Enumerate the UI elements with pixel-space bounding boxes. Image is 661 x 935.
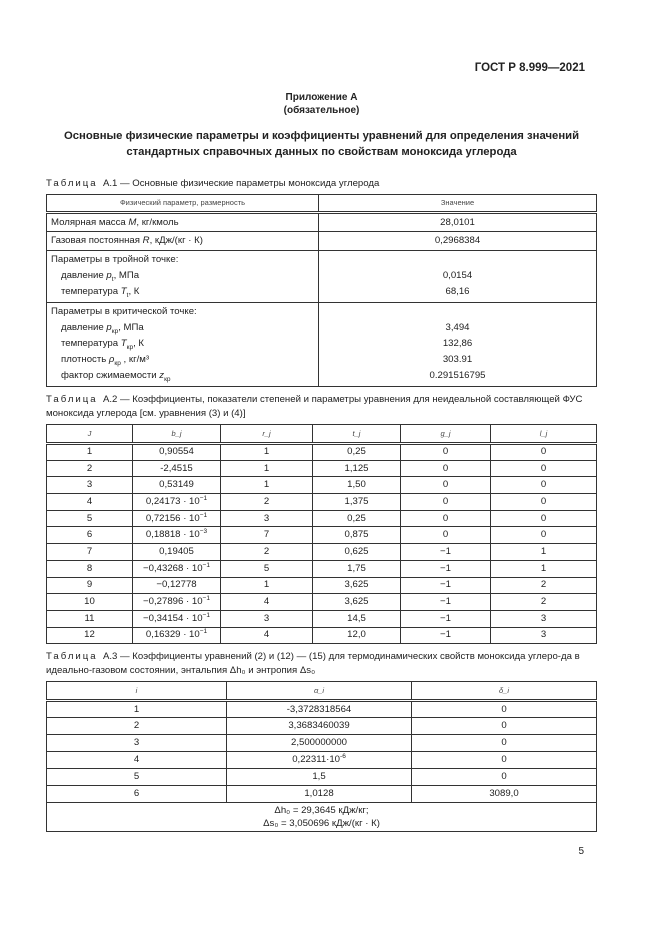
caption-prefix: Таблица: [46, 651, 98, 663]
g-cell: 0: [401, 460, 491, 477]
g-cell: 0: [401, 527, 491, 544]
j-cell: 7: [47, 544, 133, 561]
mantissa: 1,5: [312, 771, 326, 783]
parameter-label: [61, 322, 144, 333]
table-row: [47, 510, 597, 527]
alpha-cell: [227, 752, 412, 769]
t-cell: 3,625: [313, 577, 401, 594]
l-cell: 2: [491, 577, 597, 594]
t-cell: 0,875: [313, 527, 401, 544]
delta-cell: 0: [412, 735, 597, 752]
mantissa: −0,27896 · 10: [143, 596, 203, 608]
table-row: [47, 594, 597, 611]
table-row: [47, 786, 597, 803]
r-cell: 2: [221, 544, 313, 561]
parameter-label: [61, 354, 149, 365]
appendix-title: Приложение А: [285, 92, 358, 103]
r-cell: 1: [221, 460, 313, 477]
table-row: [47, 752, 597, 769]
l-cell: 0: [491, 444, 597, 461]
label-text: давление: [61, 322, 107, 333]
value: 0.291516795: [429, 370, 486, 381]
subscript: t: [126, 291, 129, 299]
label-text: , К: [128, 286, 140, 297]
document-number: ГОСТ Р 8.999—2021: [474, 62, 585, 74]
g-cell: 0: [401, 494, 491, 511]
b-cell: [133, 444, 221, 461]
parameter-cell: [47, 213, 319, 232]
header-cell: b_j: [133, 425, 221, 444]
subscript: кр: [114, 359, 121, 367]
r-cell: 3: [221, 610, 313, 627]
alpha-cell: [227, 735, 412, 752]
label-text: , кДж/(кг · К): [149, 235, 203, 246]
j-cell: 4: [47, 494, 133, 511]
parameter-label: [51, 217, 179, 228]
l-cell: 0: [491, 477, 597, 494]
r-cell: 1: [221, 477, 313, 494]
j-cell: 1: [47, 444, 133, 461]
mantissa: 0,72156 · 10: [145, 512, 200, 524]
delta-cell: 0: [412, 769, 597, 786]
l-cell: 1: [491, 544, 597, 561]
mantissa: 0,16329 · 10: [145, 629, 200, 641]
j-cell: 5: [47, 510, 133, 527]
t-cell: 1,50: [313, 477, 401, 494]
sub-parameter: [51, 320, 314, 336]
mantissa: 2,500000000: [290, 737, 348, 749]
r-cell: 4: [221, 627, 313, 644]
mantissa: 3,3683460039: [288, 720, 350, 732]
t-cell: 1,75: [313, 560, 401, 577]
exponent: −3: [199, 528, 208, 536]
l-cell: 3: [491, 610, 597, 627]
l-cell: 3: [491, 627, 597, 644]
group-title: Параметры в тройной точке:: [51, 254, 179, 265]
mantissa: −0,34154 · 10: [143, 612, 203, 624]
r-cell: 3: [221, 510, 313, 527]
label-text: температура: [61, 286, 121, 297]
sub-parameter: [51, 368, 314, 384]
table-a2-caption: [46, 393, 597, 421]
b-cell: [133, 610, 221, 627]
b-cell: [133, 477, 221, 494]
l-cell: 0: [491, 460, 597, 477]
table-row: [47, 303, 597, 387]
i-cell: 5: [47, 769, 227, 786]
value: 3,494: [445, 322, 470, 333]
g-cell: −1: [401, 544, 491, 561]
t-cell: 12,0: [313, 627, 401, 644]
table-row: [47, 610, 597, 627]
b-cell: [133, 460, 221, 477]
value-cell: 0,2968384: [319, 232, 597, 251]
group-title: Параметры в критической точке:: [51, 306, 197, 317]
j-cell: 6: [47, 527, 133, 544]
mantissa: −0,43268 · 10: [143, 562, 203, 574]
table-row: [47, 460, 597, 477]
l-cell: 2: [491, 594, 597, 611]
b-cell: [133, 560, 221, 577]
value: 68,16: [445, 286, 470, 297]
i-cell: 6: [47, 786, 227, 803]
b-cell: [133, 594, 221, 611]
header-cell: l_j: [491, 425, 597, 444]
b-cell: [133, 627, 221, 644]
r-cell: 1: [221, 577, 313, 594]
l-cell: 0: [491, 494, 597, 511]
i-cell: 2: [47, 718, 227, 735]
t-cell: 3,625: [313, 594, 401, 611]
caption-text: А.2 — Коэффициенты, показатели степеней и параметры уравнения для неидеальной составляющей ФУС моноксида углерода [см. уравнения (3) и (4)]: [46, 394, 583, 419]
header-cell: t_j: [313, 425, 401, 444]
g-cell: −1: [401, 627, 491, 644]
subscript: кр: [164, 375, 171, 383]
parameter-cell: [47, 303, 319, 387]
g-cell: −1: [401, 577, 491, 594]
label-text: , МПа: [113, 270, 140, 281]
table-row: [47, 527, 597, 544]
mantissa: -2,4515: [160, 462, 193, 474]
b-cell: [133, 544, 221, 561]
caption-text: А.1 — Основные физические параметры моноксида углерода: [102, 178, 380, 189]
b-cell: [133, 527, 221, 544]
table-row: [47, 232, 597, 251]
label-text: , кг/кмоль: [136, 216, 179, 228]
symbol: T: [120, 286, 127, 297]
j-cell: 8: [47, 560, 133, 577]
alpha-cell: [227, 718, 412, 735]
header-cell: α_i: [227, 682, 412, 701]
g-cell: 0: [401, 477, 491, 494]
header-cell: Физический параметр, размерность: [47, 195, 319, 213]
i-cell: 4: [47, 752, 227, 769]
delta-cell: 3089,0: [412, 786, 597, 803]
table-a1-caption: [46, 177, 597, 191]
caption-prefix: Таблица: [46, 394, 98, 405]
label-text: фактор сжимаемости: [61, 370, 160, 381]
footer-line: Δs₀ = 3,050696 кДж/(кг · К): [263, 818, 380, 830]
parameter-cell: [47, 251, 319, 303]
symbol: ρ: [108, 354, 115, 365]
l-cell: 0: [491, 510, 597, 527]
t-cell: 0,625: [313, 544, 401, 561]
j-cell: 12: [47, 627, 133, 644]
parameter-label: [61, 370, 171, 381]
g-cell: −1: [401, 610, 491, 627]
symbol: M: [128, 216, 137, 228]
exponent: −1: [202, 561, 210, 569]
table-a1: [46, 194, 597, 387]
g-cell: −1: [401, 594, 491, 611]
symbol: z: [159, 370, 165, 381]
mantissa: 0,18818 · 10: [145, 529, 200, 541]
exponent: −1: [202, 594, 210, 602]
footer-cell: [47, 803, 597, 832]
main-title-line-2: стандартных справочных данных по свойствам моноксида углерода: [126, 146, 517, 158]
parameter-label: [61, 270, 139, 281]
exponent: −1: [202, 611, 210, 619]
t-cell: 0,25: [313, 444, 401, 461]
b-cell: [133, 510, 221, 527]
caption-prefix: Таблица: [46, 178, 98, 189]
exponent: −1: [199, 511, 208, 519]
delta-cell: 0: [412, 718, 597, 735]
l-cell: 1: [491, 560, 597, 577]
table-row: [47, 627, 597, 644]
label-text: давление: [61, 270, 107, 281]
alpha-cell: [227, 769, 412, 786]
label-text: , кг/м³: [120, 354, 150, 365]
parameter-label: [61, 338, 144, 349]
t-cell: 0,25: [313, 510, 401, 527]
header-cell: i: [47, 682, 227, 701]
footer-line: Δh₀ = 29,3645 кДж/кг;: [274, 805, 369, 817]
j-cell: 11: [47, 610, 133, 627]
parameter-cell: [47, 232, 319, 251]
label-text: Молярная масса: [51, 216, 129, 228]
header-cell: Значение: [319, 195, 597, 213]
header-cell: g_j: [401, 425, 491, 444]
alpha-cell: [227, 786, 412, 803]
exponent: −1: [199, 628, 208, 636]
value: 0,0154: [442, 270, 473, 281]
value-cell: [319, 303, 597, 387]
r-cell: 1: [221, 444, 313, 461]
table-row: [47, 544, 597, 561]
t-cell: 1,375: [313, 494, 401, 511]
label-text: Газовая постоянная: [51, 235, 143, 246]
table-a3: [46, 681, 597, 832]
mantissa: −0,12778: [156, 579, 197, 591]
mantissa: 1,0128: [304, 788, 334, 800]
value: 303.91: [442, 354, 473, 365]
header-cell: r_j: [221, 425, 313, 444]
delta-cell: 0: [412, 701, 597, 718]
symbol: T: [120, 338, 127, 349]
table-row: [47, 477, 597, 494]
sub-parameter: [51, 352, 314, 368]
j-cell: 9: [47, 577, 133, 594]
delta-cell: 0: [412, 752, 597, 769]
value-cell: 28,0101: [319, 213, 597, 232]
appendix-status: (обязательное): [283, 105, 360, 116]
mantissa: 0,53149: [159, 479, 194, 491]
table-row: [47, 213, 597, 232]
table-footer-row: [47, 803, 597, 832]
r-cell: 7: [221, 527, 313, 544]
alpha-cell: [227, 701, 412, 718]
b-cell: [133, 577, 221, 594]
main-title-line-1: Основные физические параметры и коэффициенты уравнений для определения значений: [63, 130, 580, 142]
table-row: [47, 494, 597, 511]
subscript: кр: [126, 343, 134, 351]
g-cell: −1: [401, 560, 491, 577]
mantissa: 0,19405: [159, 545, 194, 557]
exponent: -6: [340, 753, 346, 761]
table-a3-caption: [46, 650, 597, 678]
subscript: t: [111, 275, 114, 283]
b-cell: [133, 494, 221, 511]
table-row: [47, 444, 597, 461]
value-cell: [319, 251, 597, 303]
table-row: [47, 577, 597, 594]
r-cell: 4: [221, 594, 313, 611]
table-row: [47, 701, 597, 718]
table-a2: [46, 424, 597, 644]
mantissa: 0,90554: [159, 446, 194, 458]
i-cell: 1: [47, 701, 227, 718]
symbol: p: [106, 270, 112, 281]
g-cell: 0: [401, 510, 491, 527]
mantissa: -3,3728318564: [286, 703, 352, 715]
sub-parameter: [51, 268, 314, 284]
header-cell: δ_i: [412, 682, 597, 701]
j-cell: 3: [47, 477, 133, 494]
symbol: p: [106, 322, 112, 333]
label-text: , МПа: [118, 322, 144, 333]
sub-parameter: [51, 336, 314, 352]
mantissa: 0,24173 · 10: [145, 495, 200, 507]
r-cell: 5: [221, 560, 313, 577]
label-text: температура: [61, 338, 121, 349]
parameter-label: [61, 286, 139, 297]
symbol: R: [142, 235, 150, 246]
subscript: кр: [111, 327, 119, 335]
caption-text: А.3 — Коэффициенты уравнений (2) и (12) — (15) для термодинамических свойств моноксида углеро-да в идеально-газовом состоянии, энтальпия Δh₀ и энтропия Δs₀: [46, 651, 580, 677]
sub-parameter: [51, 284, 314, 300]
l-cell: 0: [491, 527, 597, 544]
value: 132,86: [442, 338, 473, 349]
table-row: [47, 718, 597, 735]
page-number: 5: [578, 846, 584, 858]
j-cell: 2: [47, 460, 133, 477]
exponent: −1: [199, 494, 208, 502]
j-cell: 10: [47, 594, 133, 611]
r-cell: 2: [221, 494, 313, 511]
table-row: [47, 560, 597, 577]
t-cell: 14,5: [313, 610, 401, 627]
header-cell: J: [47, 425, 133, 444]
g-cell: 0: [401, 444, 491, 461]
table-row: [47, 769, 597, 786]
mantissa: 0,22311·10: [292, 754, 341, 766]
i-cell: 3: [47, 735, 227, 752]
table-row: [47, 735, 597, 752]
label-text: , К: [133, 338, 145, 349]
t-cell: 1,125: [313, 460, 401, 477]
label-text: плотность: [61, 354, 109, 365]
table-row: [47, 251, 597, 303]
parameter-label: [51, 235, 203, 246]
